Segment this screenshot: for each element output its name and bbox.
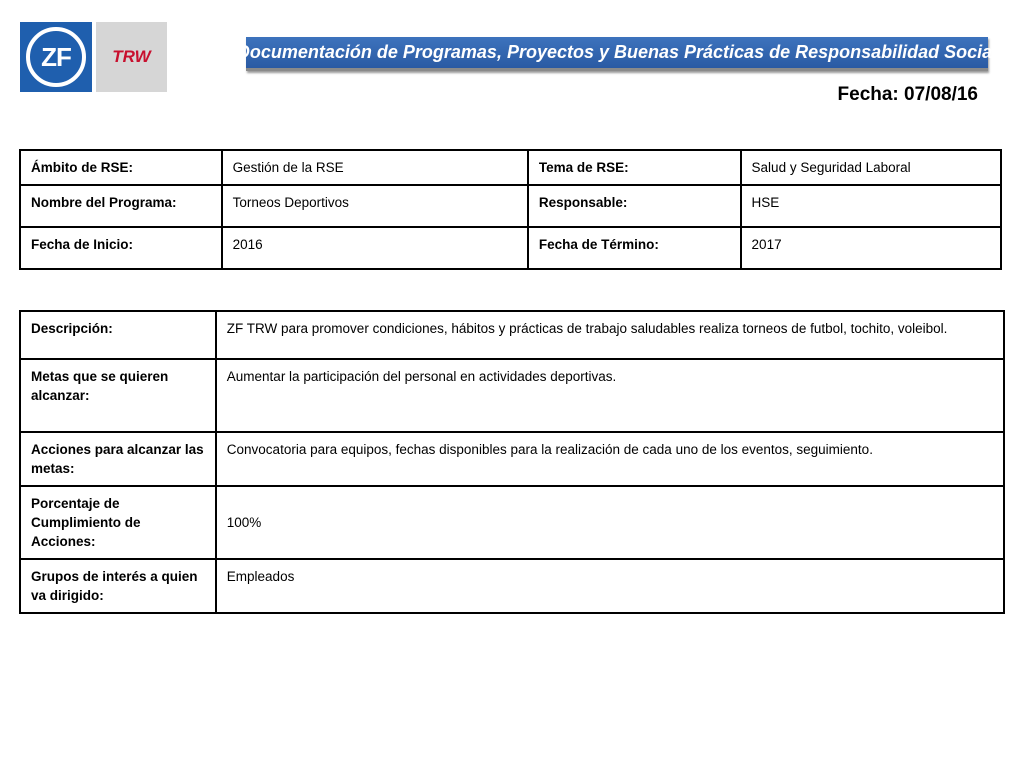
metas-value: Aumentar la participación del personal en actividades deportivas. [216, 359, 1004, 432]
table-row [20, 432, 1004, 486]
zf-logo-text: ZF [26, 27, 86, 87]
descripcion-label: Descripción: [20, 311, 216, 359]
inicio-label: Fecha de Inicio: [20, 227, 222, 269]
table-row [20, 150, 1001, 185]
acciones-value: Convocatoria para equipos, fechas disponibles para la realización de cada uno de los eventos, seguimiento. [216, 432, 1004, 486]
termino-value: 2017 [741, 227, 1001, 269]
nombre-label: Nombre del Programa: [20, 185, 222, 227]
porcentaje-label: Porcentaje de Cumplimiento de Acciones: [20, 486, 216, 559]
ambito-value: Gestión de la RSE [222, 150, 528, 185]
ambito-label: Ámbito de RSE: [20, 150, 222, 185]
nombre-value: Torneos Deportivos [222, 185, 528, 227]
grupos-value: Empleados [216, 559, 1004, 613]
table-row [20, 227, 1001, 269]
table-row [20, 185, 1001, 227]
program-detail-table [19, 310, 1005, 614]
trw-logo: TRW [96, 22, 167, 92]
tema-label: Tema de RSE: [528, 150, 741, 185]
page-title: Documentación de Programas, Proyectos y Buenas Prácticas de Responsabilidad Social [246, 37, 988, 71]
table-row [20, 311, 1004, 359]
table-row [20, 359, 1004, 432]
grupos-label: Grupos de interés a quien va dirigido: [20, 559, 216, 613]
program-info-table [19, 149, 1002, 270]
tema-value: Salud y Seguridad Laboral [741, 150, 1001, 185]
acciones-label: Acciones para alcanzar las metas: [20, 432, 216, 486]
zf-logo [20, 22, 92, 92]
document-date: Fecha: 07/08/16 [837, 84, 978, 105]
descripcion-value: ZF TRW para promover condiciones, hábitos y prácticas de trabajo saludables realiza torneos de futbol, tochito, voleibol. [216, 311, 1004, 359]
responsable-value: HSE [741, 185, 1001, 227]
responsable-label: Responsable: [528, 185, 741, 227]
termino-label: Fecha de Término: [528, 227, 741, 269]
table-row [20, 486, 1004, 559]
porcentaje-value: 100% [216, 486, 1004, 559]
metas-label: Metas que se quieren alcanzar: [20, 359, 216, 432]
table-row [20, 559, 1004, 613]
inicio-value: 2016 [222, 227, 528, 269]
